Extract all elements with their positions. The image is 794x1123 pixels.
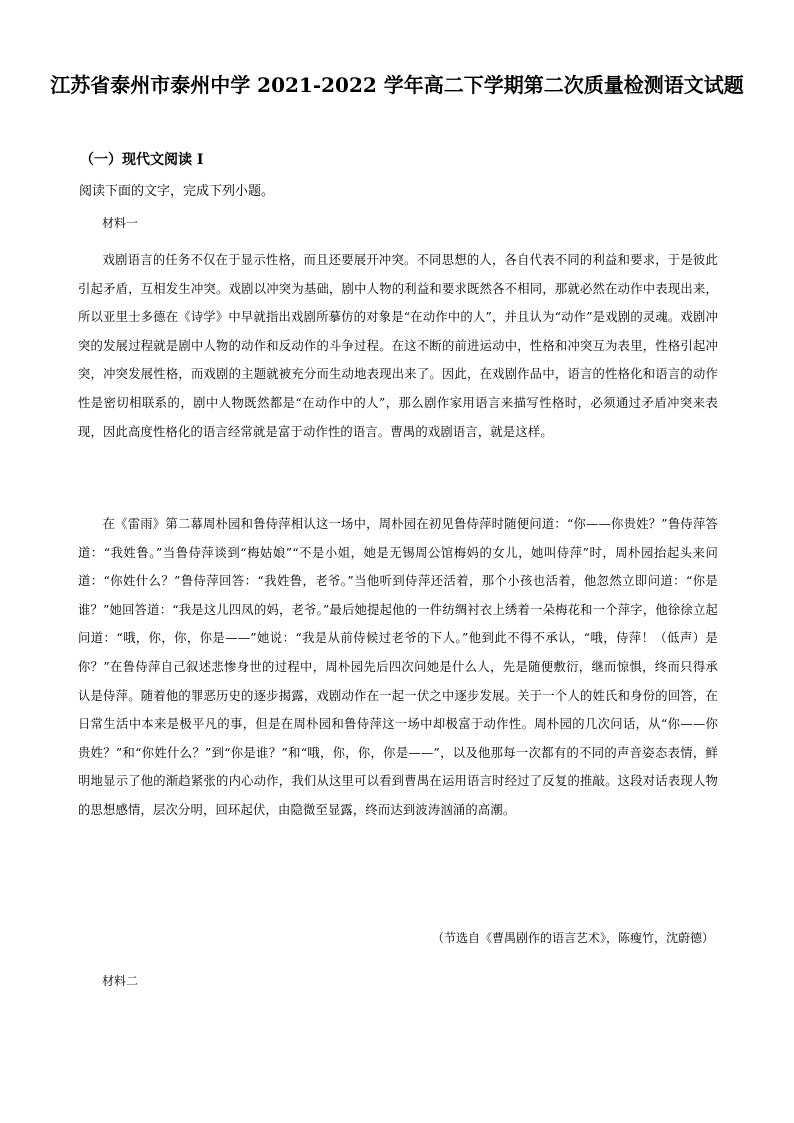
section-heading: （一）现代文阅读 I (80, 152, 204, 168)
material-one-paragraph-1: 戏剧语言的任务不仅在于显示性格，而且还要展开冲突。不同思想的人，各自代表不同的利益和要求，于是彼此引起矛盾，互相发生冲突。戏剧以冲突为基础，剧中人物的利益和要求既然各不相同，那就必然在动作中表现出来，所以亚里士多德在《诗学》中早就指出戏剧所摹仿的对象是“在动作中的人”，并且认为“动作”是戏剧的灵魂。戏剧冲突的发展过程就是剧中人物的动作和反动作的斗争过程。在这不断的前进运动中，性格和冲突互为表里，性格引起冲突，冲突发展性格，而戏剧的主题就被充分而生动地表现出来了。因此，在戏剧作品中，语言的性格化和语言的动作性是密切相联系的，剧中人物既然都是“在动作中的人”，那么剧作家用语言来描写性格时，必须通过矛盾冲突来表现，因此高度性格化的语言经常就是富于动作性的语言。曹禺的戏剧语言，就是这样。 (78, 253, 718, 439)
document-title: 江苏省泰州市泰州中学 2021-2022 学年高二下学期第二次质量检测语文试题 (50, 73, 744, 97)
material-one-label: 材料一 (102, 216, 139, 230)
material-one-paragraph-2: 在《雷雨》第二幕周朴园和鲁侍萍相认这一场中，周朴园在初见鲁侍萍时随便问道：“你——你贵姓？”鲁侍萍答道：“我姓鲁。”当鲁侍萍谈到“梅姑娘”“不是小姐，她是无锡周公馆梅妈的女儿，她叫侍萍”时，周朴园抬起头来问道：“你姓什么？”鲁侍萍回答：“我姓鲁，老爷。”当他听到侍萍还活着，那个小孩也活着，他忽然立即问道：“你是谁？”她回答道：“我是这儿四凤的妈，老爷。”最后她提起他的一件纺绸衬衣上绣着一朵梅花和一个萍字，他徐徐立起问道：“哦，你，你，你是——”她说：“我是从前侍候过老爷的下人。”他到此不得不承认，“哦，侍萍！（低声）是你？”在鲁侍萍自己叙述悲惨身世的过程中，周朴园先后四次问她是什么人，先是随便敷衍，继而惊惧，终而只得承认是侍萍。随着他的罪恶历史的逐步揭露，戏剧动作在一起一伏之中逐步发展。关于一个人的姓氏和身份的回答，在日常生活中本来是极平凡的事，但是在周朴园和鲁侍萍这一场中却极富于动作性。周朴园的几次问话，从“你——你贵姓？”和“你姓什么？”到“你是谁？”和“哦，你，你，你是——”，以及他那每一次都有的不同的声音姿态表情，鲜明地显示了他的渐趋紧张的内心动作，我们从这里可以看到曹禺在运用语言时经过了反复的推敲。这段对话表现人物的思想感情，层次分明，回环起伏，由隐微至显露，终而达到波涛汹涌的高潮。 (78, 517, 718, 817)
source-citation: （节选自《曹禺剧作的语言艺术》，陈瘦竹，沈蔚德） (431, 931, 714, 945)
reading-instruction: 阅读下面的文字，完成下列小题。 (79, 184, 275, 199)
material-two-label: 材料二 (102, 974, 139, 988)
